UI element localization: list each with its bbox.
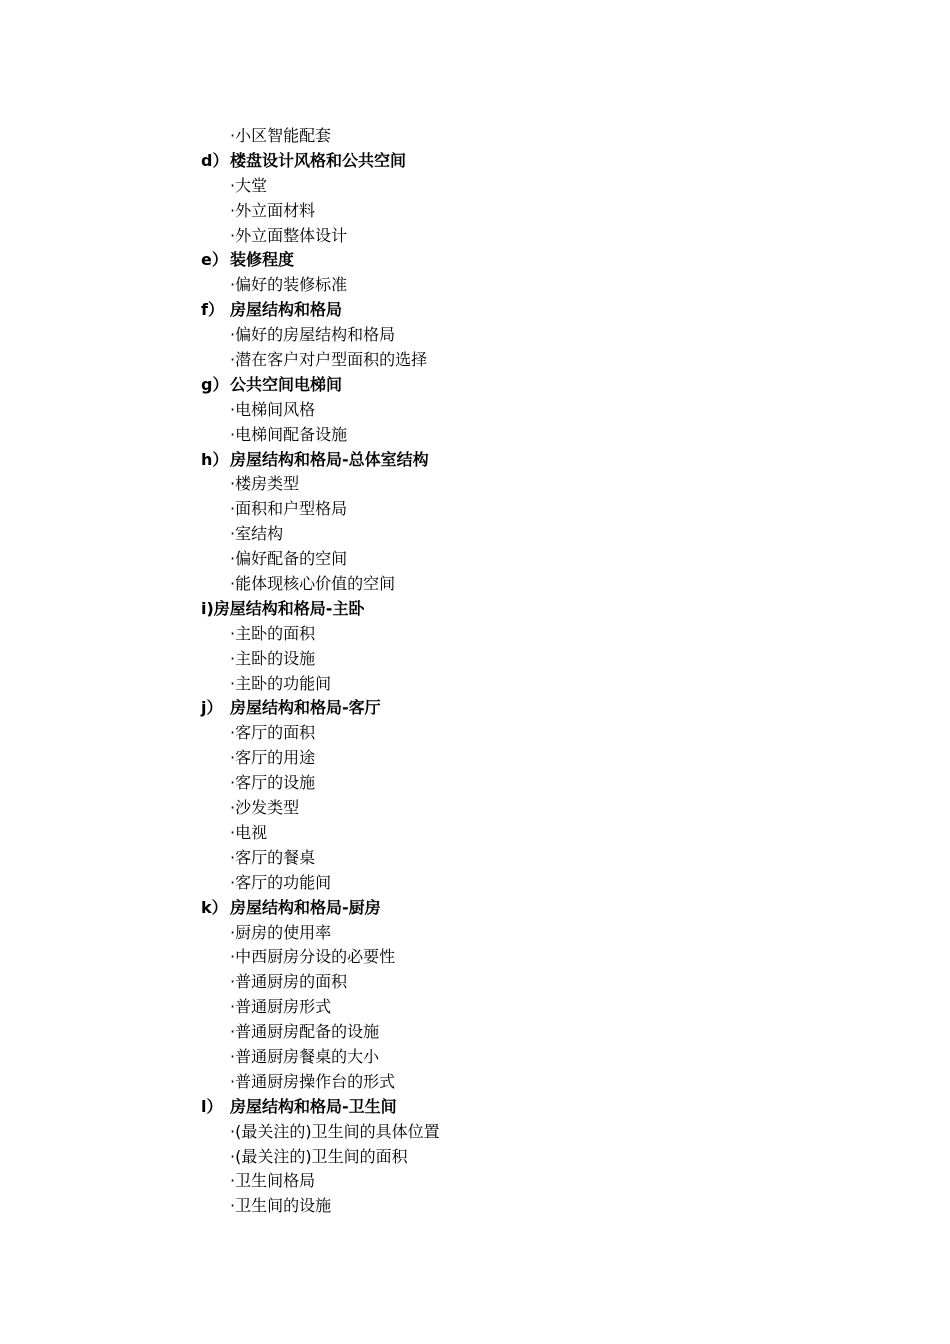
- section-marker: k）: [201, 897, 228, 917]
- section-heading: [201, 696, 901, 721]
- section-title: 房屋结构和格局-主卧: [213, 598, 365, 618]
- section-heading: [201, 896, 901, 921]
- list-item: ·普通厨房配备的设施: [230, 1022, 380, 1042]
- list-item: ·小区智能配套: [230, 126, 332, 145]
- list-item: ·楼房类型: [230, 474, 300, 494]
- list-item: ·主卧的功能间: [230, 673, 332, 693]
- list-item: ·普通厨房餐桌的大小: [230, 1046, 380, 1066]
- section-marker: j）: [201, 698, 223, 718]
- list-item: ·室结构: [230, 524, 284, 544]
- section-marker: e）: [201, 250, 228, 270]
- section-title: 房屋结构和格局-总体室结构: [230, 449, 429, 469]
- list-item: ·潜在客户对户型面积的选择: [230, 350, 428, 370]
- section-marker: l）: [201, 1096, 223, 1116]
- section-marker: d）: [201, 150, 229, 170]
- list-item: ·大堂: [230, 175, 268, 195]
- list-item: ·沙发类型: [230, 798, 300, 818]
- list-item: ·偏好配备的空间: [230, 549, 348, 569]
- section-heading: [201, 149, 901, 174]
- section-title: 房屋结构和格局-厨房: [230, 897, 381, 917]
- list-item: ·普通厨房的面积: [230, 972, 348, 992]
- list-item: ·客厅的功能间: [230, 872, 332, 892]
- list-item: ·中西厨房分设的必要性: [230, 947, 396, 967]
- section-title: 楼盘设计风格和公共空间: [230, 150, 407, 170]
- list-item: ·电视: [230, 822, 268, 842]
- section-marker: h）: [201, 449, 229, 469]
- section-heading: [201, 248, 901, 273]
- list-item: ·主卧的面积: [230, 623, 316, 643]
- list-item: ·外立面材料: [230, 200, 316, 220]
- list-item: ·面积和户型格局: [230, 499, 348, 519]
- list-item: ·电梯间配备设施: [230, 424, 348, 444]
- list-item: ·客厅的面积: [230, 723, 316, 743]
- section-heading: [201, 1095, 901, 1120]
- section-title: 公共空间电梯间: [230, 374, 343, 394]
- section-marker: i): [201, 598, 214, 618]
- list-item: ·厨房的使用率: [230, 922, 332, 942]
- section-title: 装修程度: [230, 250, 295, 270]
- document-body: [201, 124, 901, 1219]
- list-item: ·偏好的房屋结构和格局: [230, 325, 396, 345]
- list-item: ·客厅的餐桌: [230, 847, 316, 867]
- list-item: ·客厅的用途: [230, 748, 316, 768]
- list-item: ·客厅的设施: [230, 773, 316, 793]
- list-item: ·(最关注的)卫生间的具体位置: [230, 1121, 440, 1141]
- section-marker: g）: [201, 374, 229, 394]
- section-title: 房屋结构和格局: [230, 300, 343, 320]
- list-item: ·卫生间的设施: [230, 1196, 332, 1216]
- list-item: ·主卧的设施: [230, 648, 316, 668]
- section-heading: [201, 298, 901, 323]
- list-item: ·电梯间风格: [230, 399, 316, 419]
- section-title: 房屋结构和格局-客厅: [230, 698, 381, 718]
- list-item: ·(最关注的)卫生间的面积: [230, 1146, 408, 1166]
- section-heading: [201, 373, 901, 398]
- list-item: ·普通厨房操作台的形式: [230, 1071, 396, 1091]
- list-item: ·卫生间格局: [230, 1171, 316, 1191]
- section-marker: f）: [201, 300, 224, 320]
- list-item: ·普通厨房形式: [230, 997, 332, 1017]
- section-heading: [201, 448, 901, 473]
- section-heading: [201, 597, 901, 622]
- list-item: ·偏好的装修标准: [230, 275, 348, 295]
- list-item: ·外立面整体设计: [230, 225, 348, 245]
- section-title: 房屋结构和格局-卫生间: [230, 1096, 397, 1116]
- list-item: ·能体现核心价值的空间: [230, 574, 396, 594]
